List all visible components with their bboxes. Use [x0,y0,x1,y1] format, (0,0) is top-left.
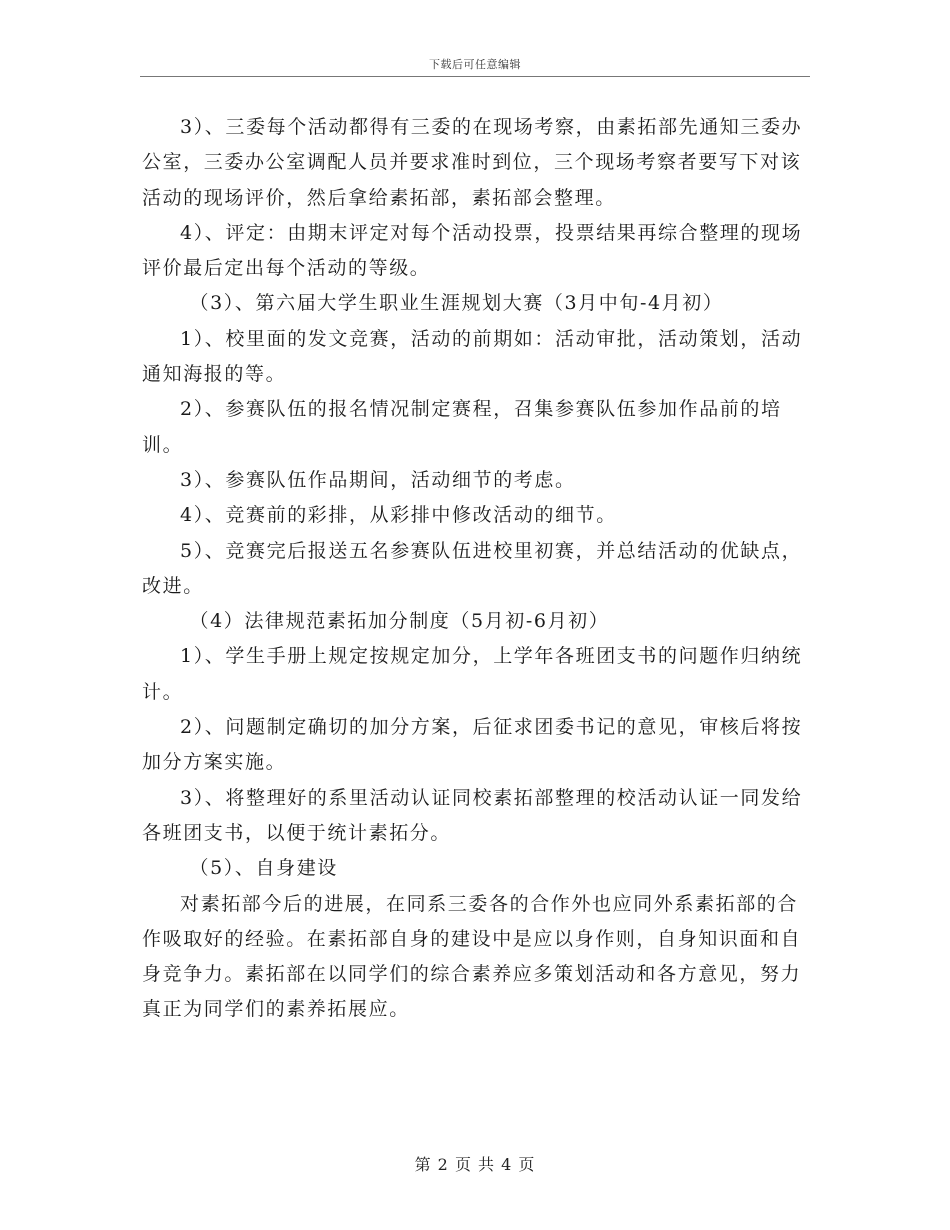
paragraph-contest-step-5: 5）、竞赛完后报送五名参赛队伍进校里初赛，并总结活动的优缺点，改进。 [142,539,803,597]
page-header: 下载后可任意编辑 [429,58,521,71]
paragraph-contest-step-3: 3）、参赛队伍作品期间，活动细节的考虑。 [180,468,576,491]
paragraph-contest-step-1: 1）、校里面的发文竞赛，活动的前期如：活动审批，活动策划，活动通知海报的等。 [142,327,803,386]
paragraph-evaluation: 4）、评定：由期末评定对每个活动投票，投票结果再综合整理的现场评价最后定出每个活动的等级。 [142,221,803,280]
paragraph-contest-step-2: 2）、参赛队伍的报名情况制定赛程，召集参赛队伍参加作品前的培训。 [142,398,782,456]
paragraph-self-building: 对素拓部今后的进展，在同系三委各的合作外也应同外系素拓部的合作吸取好的经验。在素拓部自身的建设中是应以身作则，自身知识面和自身竞争力。素拓部在以同学们的综合素养应多策划活动和各方意见，努力真正为同学们的素养拓展应。 [142,892,802,1021]
paragraph-bonus-step-3: 3）、将整理好的系里活动认证同校素拓部整理的校活动认证一同发给各班团支书，以便于统计素拓分。 [142,786,803,844]
header-divider [140,76,810,77]
paragraph-bonus-step-2: 2）、问题制定确切的加分方案，后征求团委书记的意见，审核后将按加分方案实施。 [142,716,803,774]
paragraph-contest-step-4: 4）、竞赛前的彩排，从彩排中修改活动的细节。 [180,504,617,527]
page-number-footer: 第 2 页 共 4 页 [414,1155,536,1174]
section-heading-self-building: （5）、自身建设 [189,857,338,880]
paragraph-onsite-inspection: 3）、三委每个活动都得有三委的在现场考察，由素拓部先通知三委办公室，三委办公室调配人员并要求准时到位，三个现场考察者要写下对该活动的现场评价，然后拿给素拓部，素拓部会整理。 [142,116,803,209]
document-body [142,110,810,1028]
paragraph-bonus-step-1: 1）、学生手册上规定按规定加分，上学年各班团支书的问题作归纳统计。 [142,645,803,703]
section-heading-career-contest: （3）、第六届大学生职业生涯规划大赛（3月中旬-4月初） [189,292,724,315]
section-heading-bonus-system: （4）法律规范素拓加分制度（5月初-6月初） [189,610,610,633]
